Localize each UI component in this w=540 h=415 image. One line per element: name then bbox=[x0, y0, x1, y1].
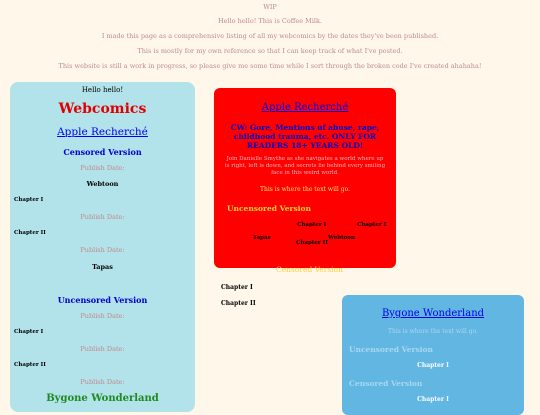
intro-purpose: I made this page as a comprehensive listing of all my webcomics by the dates they've been published. bbox=[101, 32, 439, 40]
publish-date-label: Publish Date: bbox=[80, 164, 125, 172]
intro-hello: Hello hello! This is Coffee Milk. bbox=[218, 17, 322, 25]
webtoon-label: Webtoon bbox=[86, 180, 119, 188]
placeholder-text: This is where the text will go. bbox=[259, 186, 350, 193]
apple-recherche-link[interactable]: Apple Recherché bbox=[57, 126, 148, 138]
bygone-wonderland-heading: Bygone Wonderland bbox=[46, 393, 159, 404]
publish-date-label: Publish Date: bbox=[80, 312, 125, 320]
uncensored-version-heading: Uncensored Version bbox=[57, 295, 148, 305]
chapter-1-link[interactable]: Chapter I bbox=[221, 284, 253, 291]
intro-reference: This is mostly for my own reference so that I can keep track of what I've posted. bbox=[137, 47, 403, 55]
censored-version-heading: Censored Version bbox=[63, 147, 142, 157]
chapter-1-link[interactable]: Chapter I bbox=[14, 197, 44, 203]
chapter-2-link[interactable]: Chapter II bbox=[14, 230, 46, 236]
censored-version-heading: Censored Version bbox=[349, 379, 423, 388]
intro-progress: This website is still a work in progress, so please give me some time while I sort through the broken code I've created ahahaha! bbox=[58, 62, 482, 70]
chapter-2-link[interactable]: Chapter II bbox=[14, 362, 46, 368]
chapter-1-link[interactable]: Chapter I bbox=[417, 396, 449, 403]
chapter-2-link[interactable]: Chapter II bbox=[296, 240, 328, 246]
apple-recherche-title-link[interactable]: Apple Recherché bbox=[261, 102, 349, 113]
wip-label: WIP bbox=[263, 3, 277, 11]
chapter-1-link[interactable]: Chapter I bbox=[357, 222, 387, 228]
chapter-1-link[interactable]: Chapter I bbox=[297, 222, 327, 228]
chapter-2-link[interactable]: Chapter II bbox=[221, 300, 256, 307]
webcomics-sidebar bbox=[10, 82, 195, 412]
placeholder-text: This is where the text will go. bbox=[387, 328, 478, 335]
uncensored-version-heading: Uncensored Version bbox=[349, 345, 433, 354]
bygone-wonderland-card bbox=[342, 295, 524, 415]
webcomics-heading: Webcomics bbox=[58, 101, 147, 117]
webtoon-label: Webtoon bbox=[328, 235, 355, 241]
uncensored-version-heading: Uncensored Version bbox=[227, 204, 311, 213]
censored-version-heading: Censored Version bbox=[276, 265, 343, 274]
publish-date-label: Publish Date: bbox=[80, 246, 125, 254]
publish-date-label: Publish Date: bbox=[80, 378, 125, 386]
sidebar-hello: Hello hello! bbox=[81, 86, 124, 94]
tapas-label: Tapas bbox=[253, 235, 271, 241]
tapas-label: Tapas bbox=[92, 263, 113, 271]
publish-date-label: Publish Date: bbox=[80, 345, 125, 353]
chapter-1-link[interactable]: Chapter I bbox=[14, 329, 44, 335]
publish-date-label: Publish Date: bbox=[80, 213, 125, 221]
comic-description: Join Danielle Smythe as she navigates a world where up is right, left is down, and secrets lie behind every smiling face in this weird world. bbox=[224, 156, 386, 176]
apple-recherche-card bbox=[214, 88, 396, 268]
bygone-wonderland-title-link[interactable]: Bygone Wonderland bbox=[381, 308, 485, 319]
content-warning: CW: Gore, Mentions of abuse, rape, childhood trauma, etc. ONLY FOR READERS 18+ YEARS OLD! bbox=[230, 123, 380, 150]
chapter-1-link[interactable]: Chapter I bbox=[417, 362, 449, 369]
